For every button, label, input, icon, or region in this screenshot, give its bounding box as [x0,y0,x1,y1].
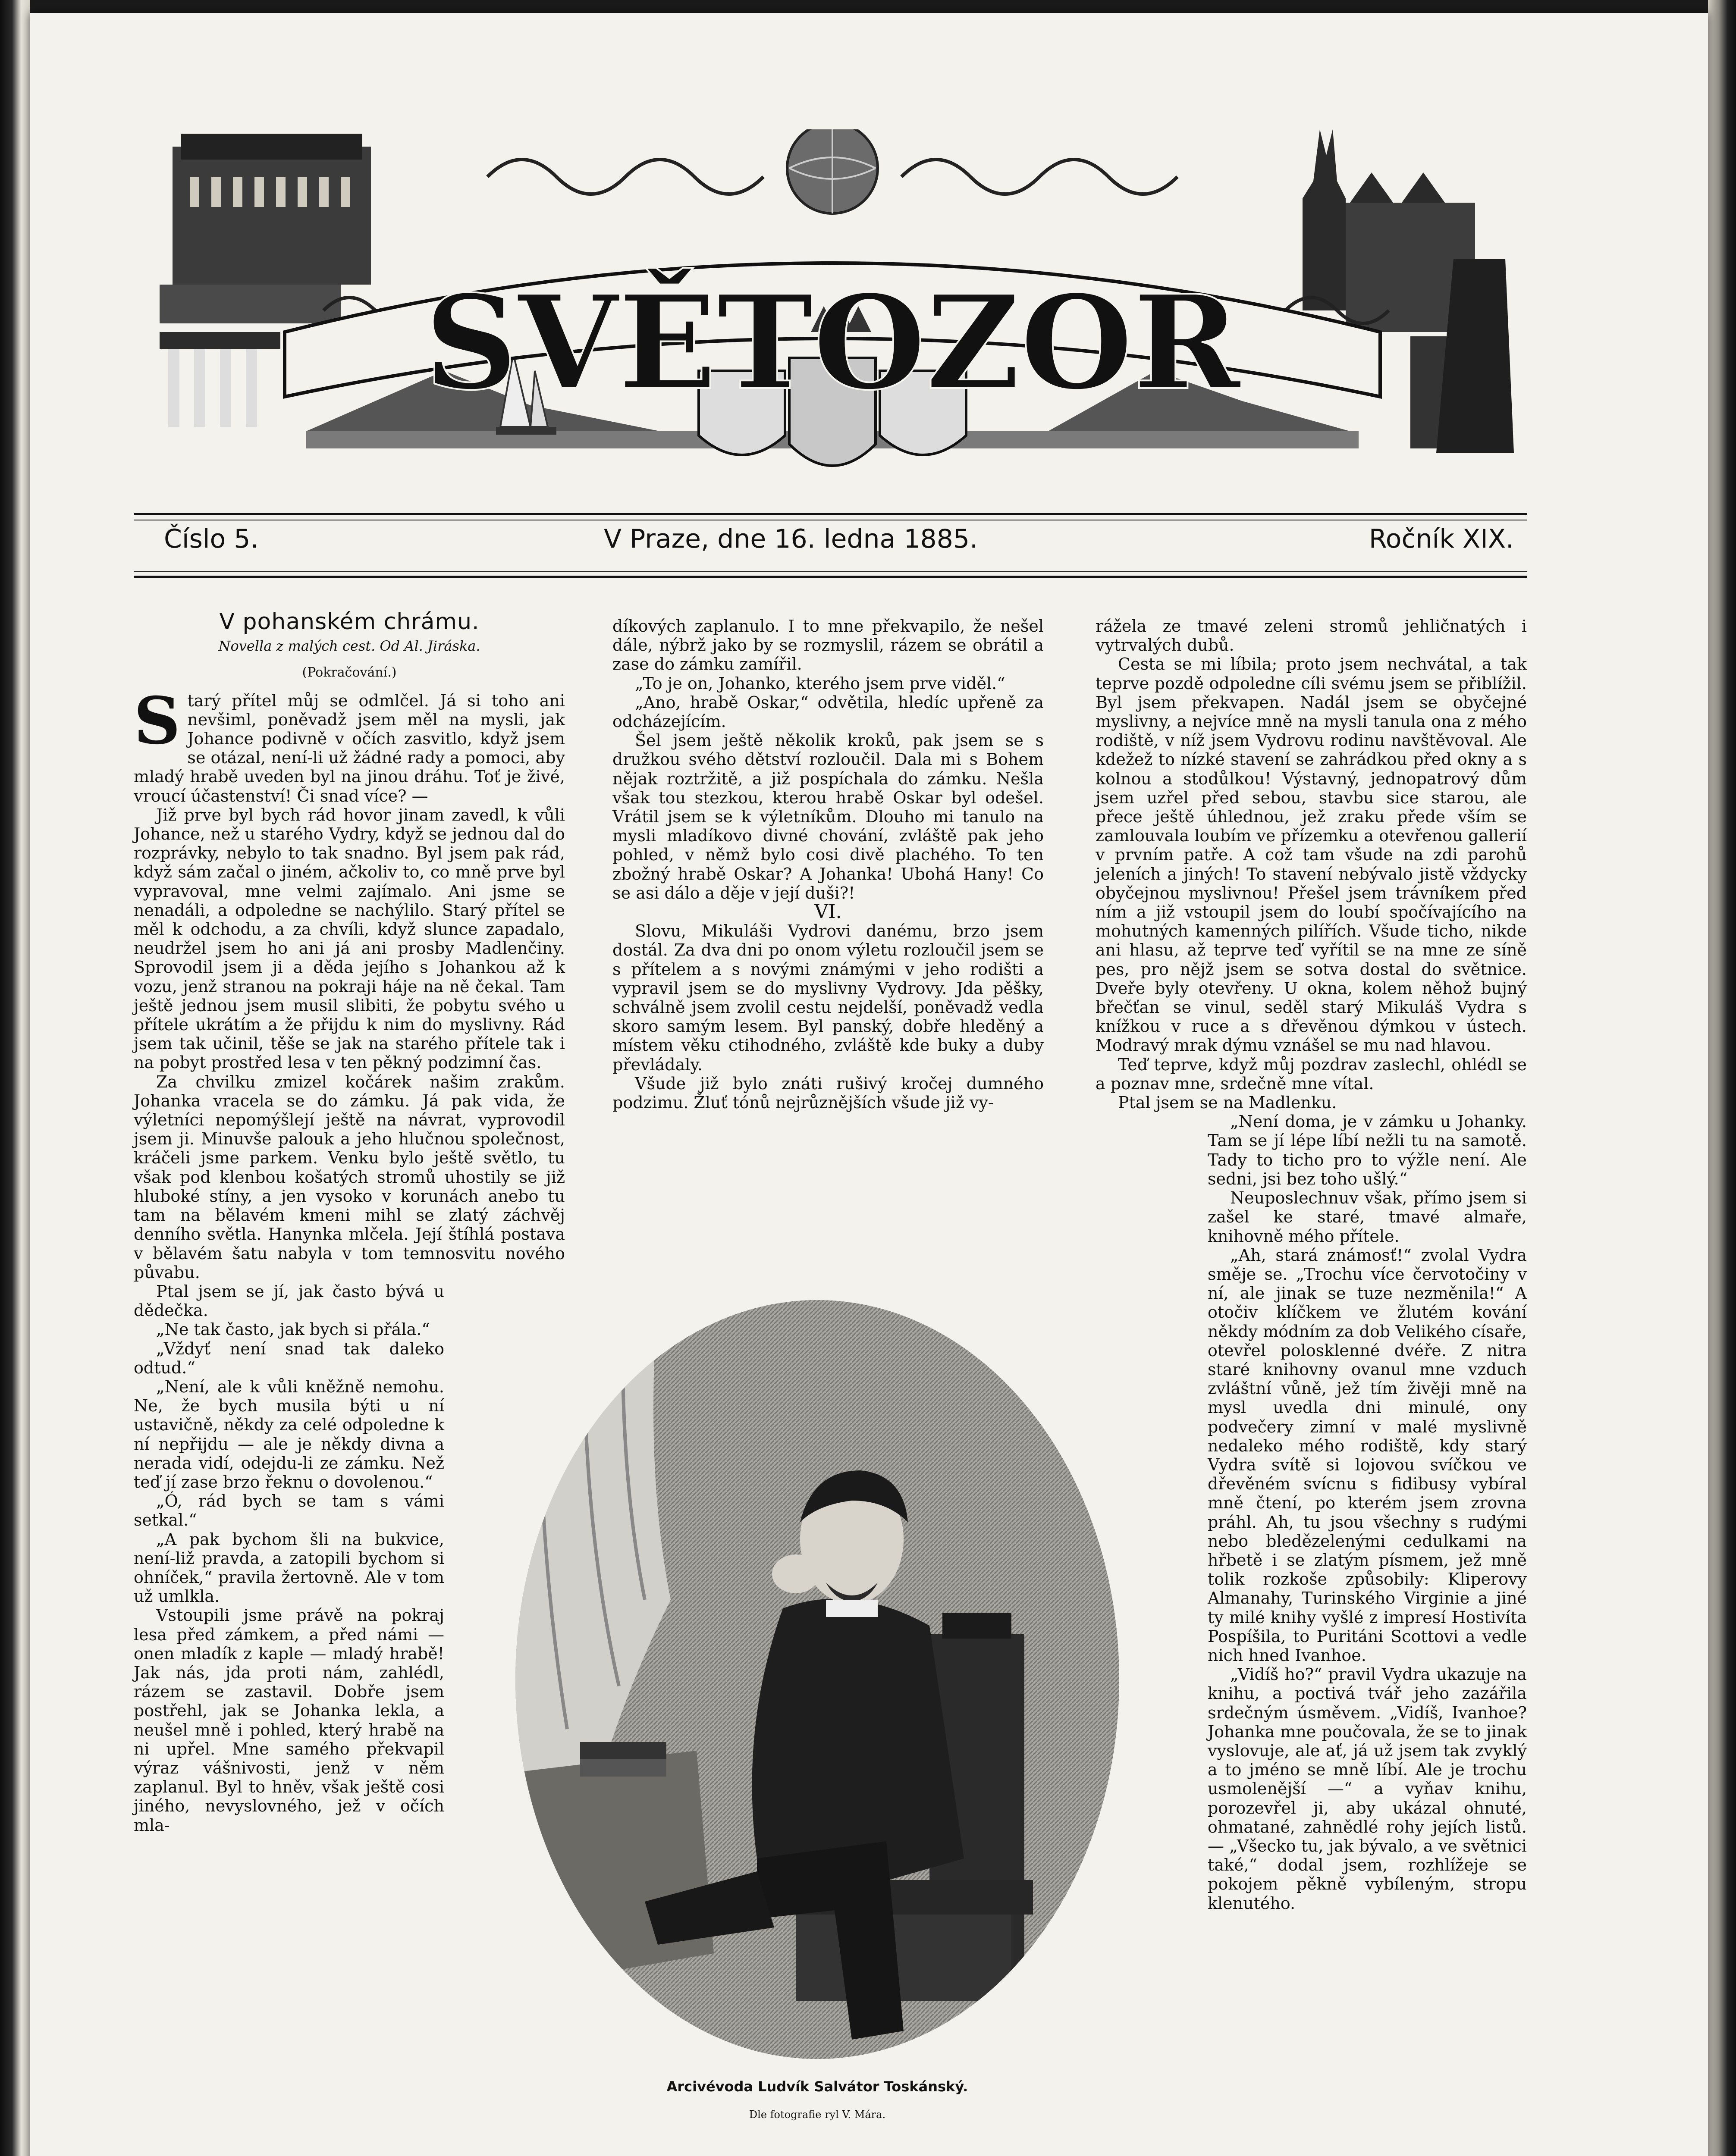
rule-bottom [134,576,1527,578]
paragraph: Již prve byl bych rád hovor jinam zavedl, k vůli Johance, než u starého Vydry, když se jednou dal do rozprávky, nebylo to tak snadno. Byl jsem pak rád, když sám začal o jiném, ačkoliv to, co mně prve byl vypravoval, mne velmi zajímalo. Ani jsme se nenadáli, a odpoledne se nachýlilo. Starý přítel se měl k odchodu, a za chvíli, když slunce zapadalo, neudržel jsem ho ani já ani prosby Madlenčiny. Sprovodil jsem ji a děda jejího s Johankou až k vozu, jenž stranou na pokraji háje na ně čekal. Tam ještě jednou jsem musil slibiti, že pobytu svého u přítele ukrátím a že přijdu k nim do myslivny. Rád jsem tak učinil, těše se jak na starého přítele tak i na pobyt prostřed lesa v ten pěkný podzimní čas. [134,805,565,1072]
paragraph: díkových zaplanulo. I to mne překvapilo, že nešel dále, nýbrž jako by se rozmyslil, rázem se obrátil a zase do zámku zamířil. [612,617,1044,674]
paragraph: Šel jsem ještě několik kroků, pak jsem se s družkou svého dětství rozloučil. Dala mi s Bohem nějak roztržitě, a již pospíchala do zámku. Nešla však tou stezkou, kterou hrabě Oskar byl odešel. Vrátil jsem se k výletníkům. Dlouho mi tanulo na mysli mladíkovo divné chování, zvláště pak jeho pohled, v němž bylo cosi divě plachého. To ten zbožný hrabě Oskar? A Johanka! Ubohá Hany! Co se asi dálo a děje v její duši?! [612,731,1044,903]
paragraph: Vstoupili jsme právě na pokraj lesa před zámkem, a před námi — onen mladík z kaple — mladý hrabě! Jak nás, jda proti nám, zahlédl, rázem se zastavil. Dobře jsem postřehl, jak se Johanka lekla, a neušel mně i pohled, který hrabě na ni upřel. Mne samého překvapil výraz vášnivosti, jenž v něm zaplanul. Byl to hněv, však ještě cosi jiného, nevyslovného, jež v očích mla- [134,1606,444,1835]
paragraph: Cesta se mi líbila; proto jsem nechvátal, a tak teprve pozdě odpoledne cíli svému jsem se přiblížil. Byl jsem překvapen. Nadál jsem se obyčejné myslivny, a nejvíce mně na mysli tanula ona z mého rodiště, v níž jsem Vydrovu rodinu navštěvoval. Ale kdežež to nízké stavení se zahrádkou před okny a s kolnou a stodůlkou! Výstavný, jednopatrový dům jsem uzřel před sebou, stavbu sice starou, ale přece ještě úhlednou, jež zraku přede vším se zamlouvala loubím ve přízemku a otevřenou gallerií v prvním patře. A což tam všude na zdi parohů jeleních a jiných! To stavení nebývalo jistě vždycky obyčejnou myslivnou! Přešel jsem trávníkem před ním a již vstoupil jsem do loubí spočívajícího na mohutných kamenných pilířích. Všude ticho, nikde ani hlasu, až teprve teď vyřítil se na mne ze síně pes, pro nějž jsem se sotva dostal do světnice. Dveře byly otevřeny. U okna, kolem něhož bujný břečťan se vinul, seděl starý Mikuláš Vydra s knížkou v ruce a s dřevěnou dýmkou v ústech. Modravý mrak dýmu vznášel se mu nad hlavou. [1096,655,1527,1055]
globe-illustration [787,129,878,213]
column-2 [612,617,1044,1112]
paragraph: „A pak bychom šli na bukvice, není-liž pravda, a zatopili bychom si ohníček,“ pravila žertovně. Ale v tom už umlkla. [134,1529,444,1606]
paragraph: „Není doma, je v zámku u Johanky. Tam se jí lépe líbí nežli tu na samotě. Tady to ticho pro to výžle není. Ale sedni, jsi bez toho ušlý.“ [1208,1112,1527,1188]
paragraph: „Vidíš ho?“ pravil Vydra ukazuje na knihu, a poctivá tvář jeho zazářila srdečným úsměvem. „Vidíš, Ivanhoe? Johanka mne poučovala, že se to jinak vyslovuje, ale ať, já už jsem tak zvyklý a to jméno se mně líbí. Ale je trochu usmolenější —“ a vyňav knihu, porozevřel ji, aby ukázal ohnuté, ohmatané, zahnědlé rohy jejích listů. — „Všecko tu, jak bývalo, a ve světnici také,“ dodal jsem, rozhlížeje se pokojem pěkně vybíleným, stropu klenutého. [1208,1665,1527,1913]
illustration-credit: Dle fotografie ryl V. Mára. [749,2109,886,2121]
rule-bottom-thin [134,571,1527,572]
paragraph: „Není, ale k vůli kněžně nemohu. Ne, že bych musila býti u ní ustavičně, někdy za celé odpoledne k ní nepřijdu — ale je někdy divna a nerada vidí, odejdu-li ze zámku. Než teď jí zase brzo řeknu o dovolenou.“ [134,1377,444,1492]
book-edge-right [1708,0,1736,2156]
dateline: V Praze, dne 16. ledna 1885. [604,524,978,554]
issue-number: Číslo 5. [164,524,259,554]
paragraph: rážela ze tmavé zeleni stromů jehličnatých i vytrvalých dubů. [1096,617,1527,655]
paragraph: Neuposlechnuv však, přímo jsem si zašel ke staré, tmavé almaře, knihovně mého přítele. [1208,1188,1527,1246]
column-3 [1096,617,1527,1913]
continued-note: (Pokračování.) [302,665,397,680]
masthead-title: SVĚTOZOR [424,266,1241,419]
rule-top [134,513,1527,515]
issue-meta-line [164,524,1514,563]
paragraph: Všude již bylo znáti rušivý kročej dumného podzimu. Žluť tónů nejrůznějších všude již vy- [612,1074,1044,1112]
paragraph: Ptal jsem se jí, jak často bývá u dědečka. [134,1282,444,1320]
masthead-illustration [142,129,1514,509]
book-binding-left [0,0,30,2156]
illustration-caption: Arcivévoda Ludvík Salvátor Toskánský. [666,2078,968,2095]
section-heading: VI. [814,901,842,923]
portrait-illustration [515,1298,1119,2061]
drop-cap: S [134,683,181,759]
paragraph: Teď teprve, když můj pozdrav zaslechl, ohlédl se a poznav mne, srdečně mne vítal. [1096,1055,1527,1093]
volume: Ročník XIX. [1369,524,1514,554]
paragraph: „Ah, stará známosť!“ zvolal Vydra směje se. „Trochu více červotočiny v ní, ale jinak se tuze nezměnila!“ A otočiv klíčkem ve žlutém kování někdy módním za dob Velikého císaře, otevřel polosklenné dvéře. Z nitra staré knihovny ovanul mne vzduch zvláštní vůně, jež tím živěji mně na mysl uvedla dni minulé, ony podvečery zimní v malé myslivně nedaleko mého rodiště, kdy starý Vydra svítě si lojovou svíčkou ve dřevěném svícnu s fidibusy vybíral mně čtení, po kterém jsem zrovna práhl. Ah, tu jsou všechny s rudými nebo bledězelenými cedulkami na hřbetě i se zlatým písmem, jež mně tolik rozkoše způsobily: Kliperovy Almanahy, Turinského Virginie a jiné ty milé knihy vyšlé z impresí Hostivíta Pospíšila, to Puritáni Scottovi a vedle nich hned Ivanhoe. [1208,1245,1527,1665]
portrait-engraving [515,1298,1119,2061]
paragraph: Za chvilku zmizel kočárek našim zrakům. Johanka vracela se do zámku. Já pak vida, že výletníci nepomýšlejí ještě na návrat, vyprovodil jsem ji. Minuvše palouk a jeho hlučnou společnost, kráčeli jsme parkem. Venku bylo ještě světlo, tu však pod klenbou košatých stromů uhostily se již hluboké stíny, a jen vysoko v korunách anebo tu tam na bělavém kmeni mihl se zlatý záchvěj denního světla. Hanynka mlčela. Její štíhlá postava v bělavém šatu nabyla v tom temnosvitu nového půvabu. [134,1072,565,1282]
paragraph: „To je on, Johanko, kterého jsem prve viděl.“ [635,674,1005,693]
paragraph: „Ó, rád bych se tam s vámi setkal.“ [134,1492,444,1530]
paragraph: „Ne tak často, jak bych si přála.“ [156,1320,430,1339]
paragraph: „Ano, hrabě Oskar,“ odvětila, hledíc upřeně za odcházejícím. [612,693,1044,731]
paragraph: Starý přítel můj se odmlčel. Já si toho ani nevšiml, poněvadž jsem měl na mysli, jak Johance podivně v očích zasvitlo, když jsem se otázal, není-li už žádné rady a pomoci, aby mladý hrabě uveden byl na jinou dráhu. Toť je živé, vroucí účastenství! Či snad více? — [134,683,565,805]
paragraph: „Vždyť není snad tak daleko odtud.“ [134,1339,444,1377]
masthead [142,129,1514,509]
story-title: V pohanském chrámu. [219,609,480,635]
cathedral-illustration [1303,129,1514,453]
column-1 [134,609,565,1835]
paragraph: Slovu, Mikuláši Vydrovi danému, brzo jsem dostál. Za dva dni po onom výletu rozloučil jsem se s přítelem a s novými známými v jeho rodišti a vypravil jsem se do myslivny Vydrovy. Jda pěšky, schválně jsem zvolil cestu nejdelší, poněvadž vedla skoro samým lesem. Byl panský, dobře hleděný a místem věku ctihodného, zvláště kde buky a duby převládaly. [612,921,1044,1074]
story-byline: Novella z malých cest. Od Al. Jiráska. [218,638,480,655]
paragraph: Ptal jsem se na Madlenku. [1118,1093,1337,1112]
